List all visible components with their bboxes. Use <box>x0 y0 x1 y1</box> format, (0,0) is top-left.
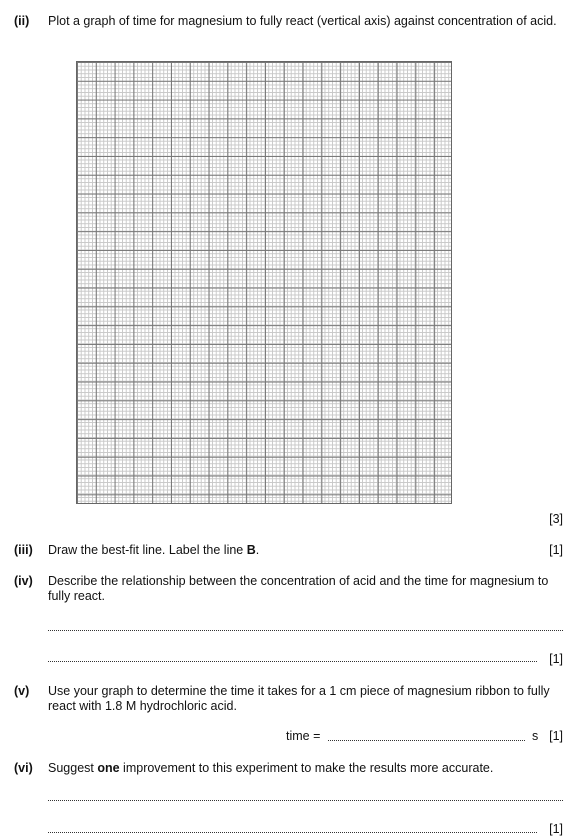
marks-label: [1] <box>549 543 563 557</box>
answer-line[interactable] <box>48 832 537 833</box>
answer-line[interactable] <box>48 800 563 801</box>
question-text: Suggest one improvement to this experiment to make the results more accurate. <box>48 761 494 775</box>
question-iv <box>14 574 563 604</box>
graph-grid[interactable] <box>76 61 452 504</box>
answer-label: time = <box>286 729 321 743</box>
marks-row-ii <box>14 512 563 528</box>
answer-line[interactable] <box>48 630 563 631</box>
question-ii <box>14 14 563 44</box>
marks-label: [1] <box>549 729 563 743</box>
question-text: Describe the relationship between the concentration of acid and the time for magnesium to fully react. <box>48 574 549 603</box>
question-vi <box>14 761 563 777</box>
marks-label: [3] <box>549 512 563 526</box>
question-v <box>14 684 563 714</box>
answer-line[interactable] <box>328 740 525 741</box>
marks-label: [1] <box>549 652 563 666</box>
question-number: (ii) <box>14 14 30 28</box>
answer-line[interactable] <box>48 661 537 662</box>
question-number: (vi) <box>14 761 33 775</box>
unit-label: s <box>532 729 539 743</box>
marks-label: [1] <box>549 822 563 836</box>
question-iii <box>14 543 563 559</box>
question-number: (iii) <box>14 543 33 557</box>
question-text: Draw the best-fit line. Label the line B. <box>48 543 260 557</box>
question-text: Use your graph to determine the time it takes for a 1 cm piece of magnesium ribbon to fully react with 1.8 M hydrochloric acid. <box>48 684 550 713</box>
question-number: (v) <box>14 684 30 698</box>
question-text: Plot a graph of time for magnesium to fully react (vertical axis) against concentration of acid. <box>48 14 557 28</box>
question-number: (iv) <box>14 574 33 588</box>
